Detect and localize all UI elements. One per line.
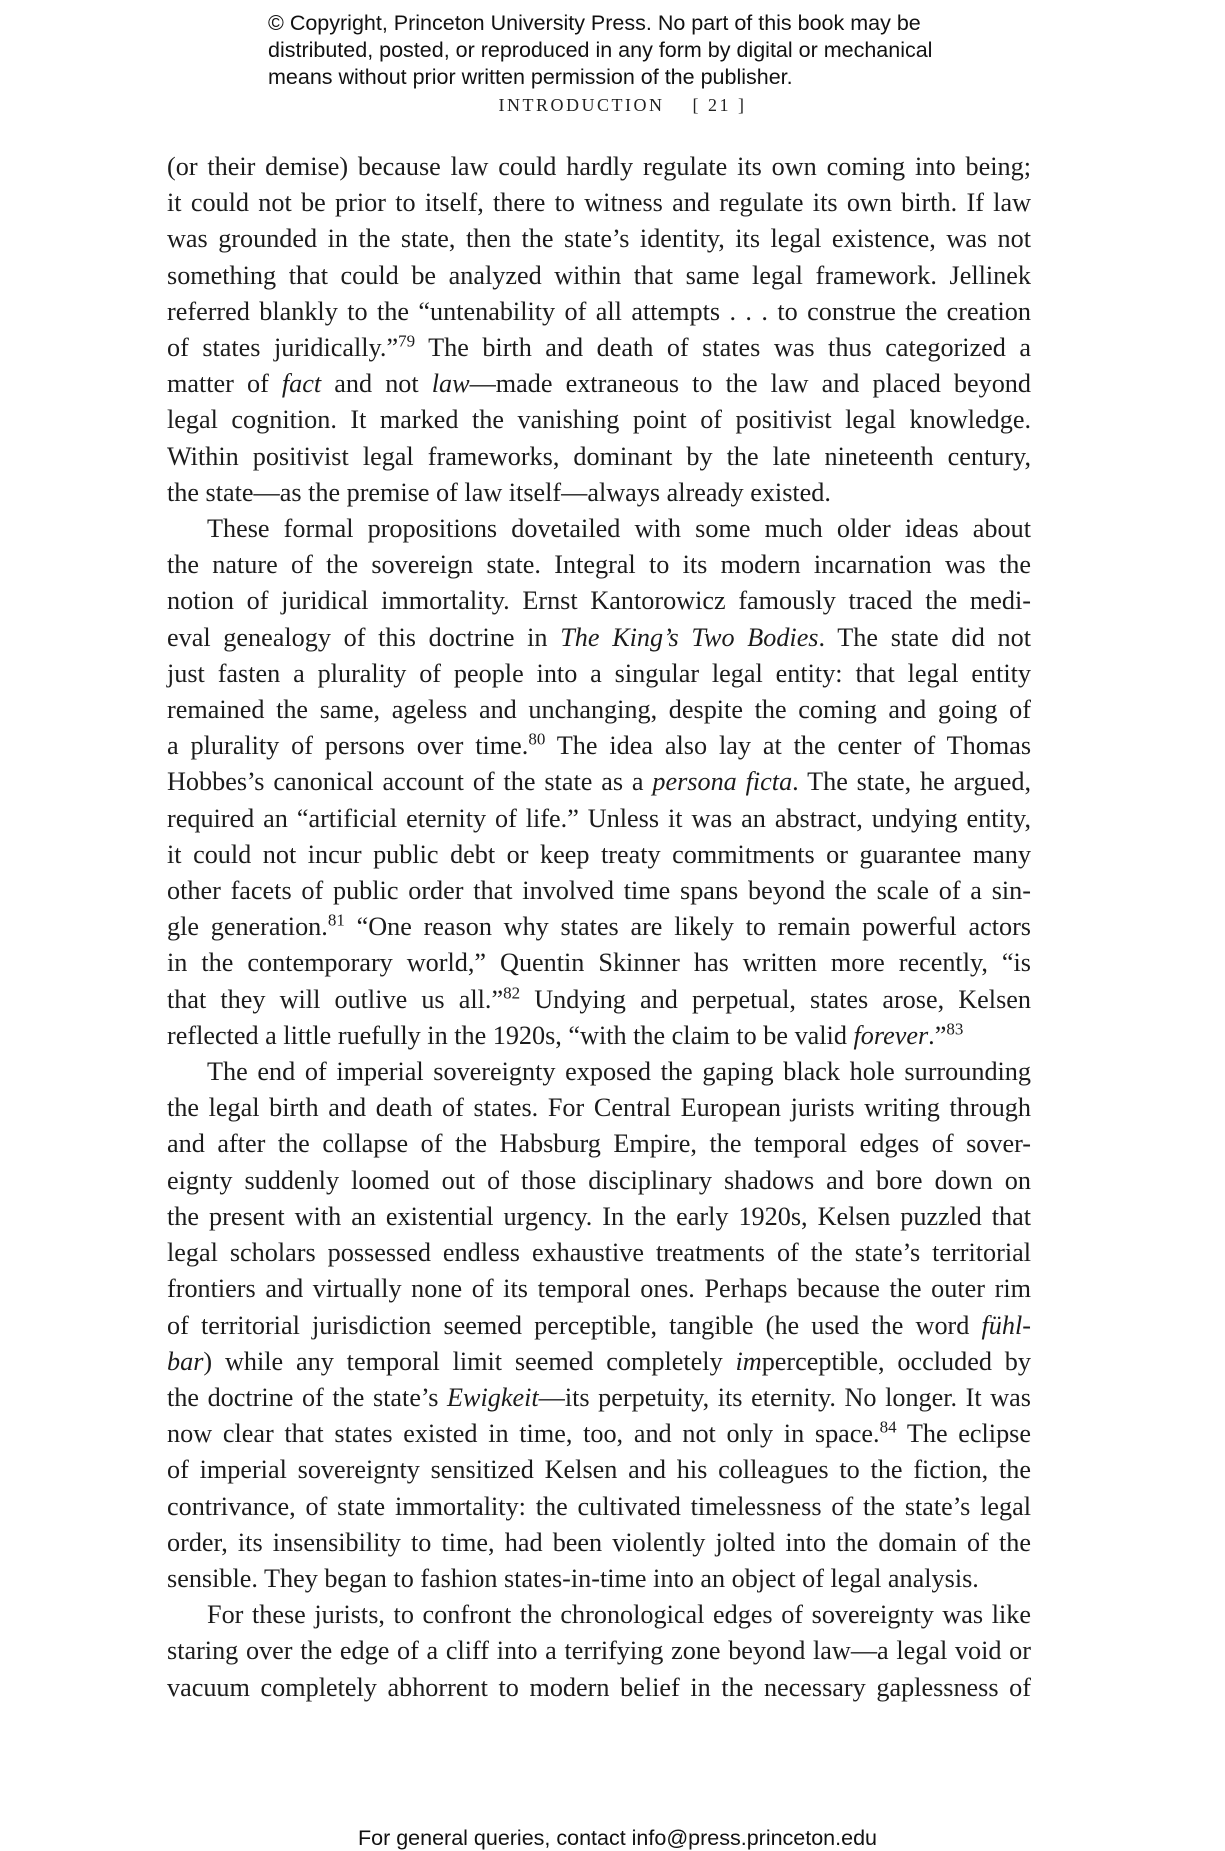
text-line: staring over the edge of a cliff into a terrifying zone beyond law—a legal void or [167, 1636, 1031, 1666]
text-line [167, 1344, 1031, 1380]
text-run: “One reason why states are likely to remain powerful actors [344, 912, 1031, 942]
text-run: the doctrine of the state’s [167, 1382, 447, 1412]
footnote-ref: 80 [528, 729, 546, 749]
footnote-ref: 79 [398, 331, 416, 351]
text-run: reflected a little ruefully in the 1920s, “with the claim to be valid [167, 1020, 854, 1050]
text-line: These formal propositions dovetailed with some much older ideas about [207, 514, 1031, 544]
italic-text: law [431, 369, 470, 399]
text-run: of states juridically.” [167, 333, 399, 363]
text-line: notion of juridical immortality. Ernst Kantorowicz famously traced the medi- [167, 586, 1031, 616]
footnote-ref: 84 [879, 1417, 897, 1437]
text-line: remained the same, ageless and unchanging, despite the coming and going of [167, 695, 1031, 725]
text-run: .” [928, 1020, 947, 1050]
paragraph [167, 149, 1031, 511]
italic-text: fühl- [981, 1310, 1031, 1340]
text-run: The birth and death of states was thus categorized a [415, 333, 1031, 363]
text-line: order, its insensibility to time, had been violently jolted into the domain of the [167, 1527, 1031, 1557]
text-line: (or their demise) because law could hardly regulate its own coming into being; [167, 152, 1031, 181]
text-line [167, 982, 1031, 1018]
text-line: vacuum completely abhorrent to modern belief in the necessary gaplessness of [167, 1672, 1031, 1702]
text-line: The end of imperial sovereignty exposed the gaping black hole surrounding [207, 1057, 1031, 1087]
text-line: sensible. They began to fashion states-in-time into an object of legal analysis. [167, 1563, 979, 1593]
text-run: Undying and perpetual, states arose, Kelsen [520, 984, 1031, 1014]
copyright-line: distributed, posted, or reproduced in any form by digital or mechanical [268, 38, 933, 62]
text-line: was grounded in the state, then the state’s identity, its legal existence, was not [167, 224, 1031, 254]
copyright-notice [268, 10, 1028, 91]
text-run: —made extraneous to the law and placed beyond [469, 369, 1031, 399]
paragraph [167, 511, 1031, 1054]
footnote-ref: 82 [503, 983, 521, 1003]
text-line: in the contemporary world,” Quentin Skinner has written more recently, “is [167, 948, 1031, 978]
text-line: For these jurists, to confront the chronological edges of sovereignty was like [207, 1600, 1031, 1630]
italic-text: fact [281, 369, 322, 399]
text-run: of territorial jurisdiction seemed perceptible, tangible (he used the word [167, 1310, 982, 1340]
text-line: something that could be analyzed within that same legal framework. Jellinek [167, 260, 1031, 290]
text-line [167, 764, 1031, 800]
italic-text: Ewigkeit [447, 1382, 539, 1412]
text-run: The idea also lay at the center of Thomas [545, 731, 1032, 761]
text-run: matter of [167, 369, 282, 399]
text-line [167, 1416, 1031, 1452]
text-run: a plurality of persons over time. [167, 731, 529, 761]
text-line: just fasten a plurality of people into a singular legal entity: that legal entity [167, 658, 1031, 688]
italic-text: bar [167, 1346, 204, 1376]
text-run: Hobbes’s canonical account of the state as a [167, 767, 653, 797]
paragraph [167, 1054, 1031, 1597]
text-run: . The state did not [818, 622, 1031, 652]
text-run: ) while any temporal limit seemed completely [203, 1346, 736, 1376]
paragraph [167, 1597, 1031, 1706]
contact-footer: For general queries, contact info@press.princeton.edu [357, 1826, 877, 1850]
text-run: now clear that states existed in time, too, and not only in space. [167, 1419, 880, 1449]
text-run: eval genealogy of this doctrine in [167, 622, 561, 652]
text-run: perceptible, occluded by [761, 1346, 1031, 1376]
text-line: Within positivist legal frameworks, dominant by the late nineteenth century, [167, 441, 1031, 471]
text-line: contrivance, of state immortality: the cultivated timelessness of the state’s legal [167, 1491, 1031, 1521]
copyright-line: © Copyright, Princeton University Press. No part of this book may be [268, 11, 921, 35]
body-text [167, 149, 1031, 1706]
text-line: legal scholars possessed endless exhaustive treatments of the state’s territorial [167, 1238, 1031, 1268]
text-run: that they will outlive us all.” [167, 984, 504, 1014]
text-line: required an “artificial eternity of life.” Unless it was an abstract, undying entity, [167, 803, 1031, 833]
text-line: of imperial sovereignty sensitized Kelsen and his colleagues to the fiction, the [167, 1455, 1031, 1485]
text-line: the present with an existential urgency. In the early 1920s, Kelsen puzzled that [167, 1201, 1031, 1231]
italic-text: The King’s Two Bodies [560, 622, 819, 652]
italic-text: persona ficta [652, 767, 793, 797]
text-line: other facets of public order that involved time spans beyond the scale of a sin- [167, 876, 1031, 906]
text-run: gle generation. [167, 912, 328, 942]
text-line: the nature of the sovereign state. Integral to its modern incarnation was the [167, 550, 1031, 580]
section-title: INTRODUCTION [498, 95, 665, 115]
italic-text: im [735, 1346, 762, 1376]
text-line: it could not incur public debt or keep treaty commitments or guarantee many [167, 839, 1031, 869]
text-line: and after the collapse of the Habsburg Empire, the temporal edges of sover- [167, 1129, 1031, 1159]
page-number: [ 21 ] [692, 95, 747, 115]
text-line: referred blankly to the “untenability of all attempts . . . to construe the creation [167, 296, 1031, 326]
text-run: The eclipse [896, 1419, 1031, 1449]
text-line [167, 620, 1031, 656]
text-line: frontiers and virtually none of its temporal ones. Perhaps because the outer rim [167, 1274, 1031, 1304]
copyright-line: means without prior written permission of the publisher. [268, 65, 793, 89]
text-line: legal cognition. It marked the vanishing point of positivist legal knowledge. [167, 405, 1031, 435]
italic-text: forever [853, 1020, 929, 1050]
text-run: . The state, he argued, [792, 767, 1031, 797]
text-run: and not [321, 369, 432, 399]
text-line [167, 366, 1031, 402]
text-line [167, 1308, 1031, 1344]
footnote-ref: 83 [946, 1019, 964, 1039]
text-run: —its perpetuity, its eternity. No longer. It was [538, 1382, 1031, 1412]
running-head [0, 95, 1225, 116]
text-line [167, 909, 1031, 945]
text-line [167, 1018, 1031, 1054]
text-line: the state—as the premise of law itself—always already existed. [167, 477, 831, 507]
text-line [167, 728, 1031, 764]
text-line: eignty suddenly loomed out of those disciplinary shadows and bore down on [167, 1165, 1031, 1195]
text-line: the legal birth and death of states. For Central European jurists writing through [167, 1093, 1031, 1123]
text-line [167, 330, 1031, 366]
text-line [167, 1380, 1031, 1416]
footnote-ref: 81 [327, 910, 345, 930]
text-line: it could not be prior to itself, there to witness and regulate its own birth. If law [167, 188, 1031, 218]
